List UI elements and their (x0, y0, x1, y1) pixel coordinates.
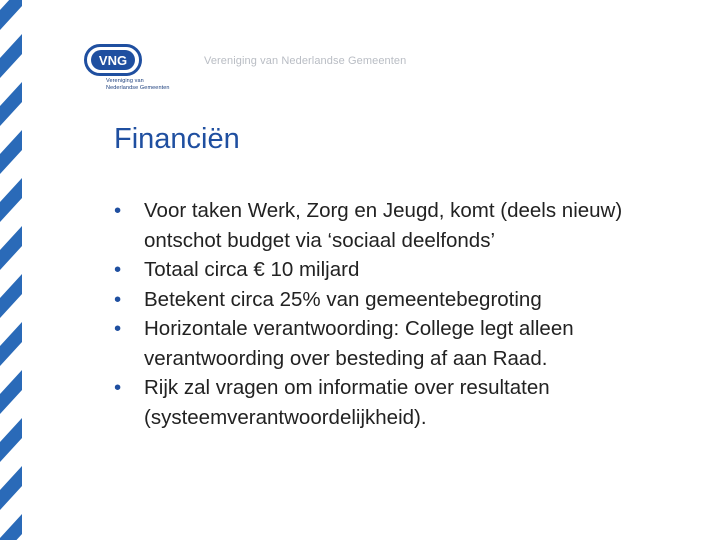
stripes-graphic (0, 0, 22, 540)
logo-subtitle-line1: Vereniging van (106, 78, 144, 84)
bullet-mark: • (114, 317, 122, 340)
logo-subtitle-line2: Nederlandse Gemeenten (106, 85, 170, 91)
slide-title: Financiën (114, 123, 240, 155)
bullet-item (114, 255, 704, 285)
bullet-text: Rijk zal vragen om informatie over resultaten (systeemverantwoordelijkheid). (144, 376, 550, 429)
bullet-mark: • (114, 376, 122, 399)
logo-badge-text: VNG (98, 53, 128, 68)
bullet-item (114, 285, 704, 315)
vng-logo-icon (84, 44, 142, 76)
logo-subtitle (106, 78, 186, 92)
bullet-mark: • (114, 199, 122, 222)
bullet-item (114, 314, 704, 373)
vng-logo (84, 44, 184, 100)
decorative-stripes (0, 0, 22, 540)
bullet-list (114, 196, 704, 432)
bullet-mark: • (114, 258, 122, 281)
bullet-mark: • (114, 287, 122, 311)
bullet-item (114, 373, 704, 432)
bullet-text: Voor taken Werk, Zorg en Jeugd, komt (deels nieuw) ontschot budget via ‘sociaal deelfonds’ (144, 199, 623, 252)
bullet-text: Horizontale verantwoording: College legt alleen verantwoording over besteding af aan Raad. (144, 317, 574, 370)
organization-header: Vereniging van Nederlandse Gemeenten (204, 55, 407, 67)
bullet-item (114, 196, 704, 255)
bullet-text: Betekent circa 25% van gemeentebegroting (144, 287, 542, 311)
bullet-text: Totaal circa € 10 miljard (144, 258, 360, 281)
